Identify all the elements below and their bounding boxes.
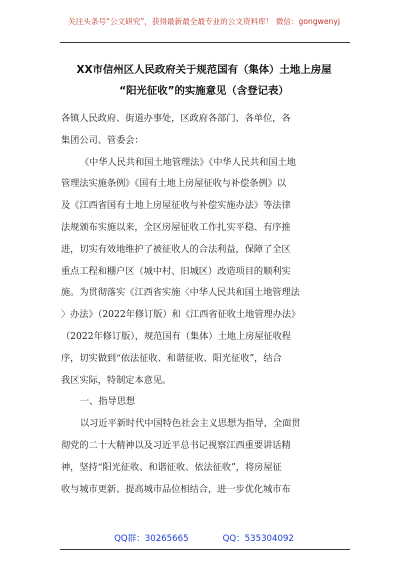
body-line: 法规颁布实施以来，全区房屋征收工作扎实平稳、有序推 xyxy=(61,221,291,233)
body-line: 及《江西省国有土地上房屋征收与补偿实施办法》等法律 xyxy=(61,200,291,212)
body-line: 《中华人民共和国土地管理法》《中华人民共和国土地 xyxy=(80,156,296,168)
body-line: 各镇人民政府、街道办事处，区政府各部门、各单位，各 xyxy=(61,113,291,124)
body-line: 管理法实施条例》《国有土地上房屋征收与补偿条例》以 xyxy=(61,178,287,190)
body-line: 重点工程和棚户区（城中村、旧城区）改造项目的顺利实 xyxy=(61,265,291,277)
footer-divider xyxy=(60,549,350,550)
body-line: 集团公司、管委会： xyxy=(61,134,144,146)
body-line: 〉办法》（2022年修订版）和《江西省征收土地管理办法》 xyxy=(61,309,301,321)
footer-contact xyxy=(0,533,408,545)
body-line: 彻党的二十大精神以及习近平总书记视察江西重要讲话精 xyxy=(61,439,291,451)
header-note: 关注头条号“公文研究”，获得最新最全最专业的公文资料库！ 微信：gongwenyj xyxy=(68,17,340,26)
body-line: （2022年修订版），规范国有（集体）土地上房屋征收程 xyxy=(61,330,292,342)
body-line: 施。为贯彻落实《江西省实施〈中华人民共和国土地管理法 xyxy=(61,287,300,299)
footer-qq: QQ：535304092 xyxy=(222,534,294,544)
header-divider xyxy=(60,42,350,43)
body-line: 神，坚持“阳光征收、和谐征收、依法征收”，将房屋征 xyxy=(61,461,282,473)
body-line: 序，切实做到“依法征收、和谐征收、阳光征收”，结合 xyxy=(61,352,282,364)
footer-qq-group: QQ群：30265665 xyxy=(114,534,189,544)
body-line: 进，切实有效地维护了被征收人的合法利益，保障了全区 xyxy=(61,243,291,255)
body-line: 以习近平新时代中国特色社会主义思想为指导，全面贯 xyxy=(80,418,301,430)
document-body xyxy=(61,108,351,500)
document-title-line-1: XX市信州区人民政府关于规范国有（集体）土地上房屋 xyxy=(76,64,332,76)
body-line: 收与城市更新、提高城市品位相结合，进一步优化城市布 xyxy=(61,483,291,495)
document-title-line-2: “阳光征收”的实施意见（含登记表） xyxy=(119,85,289,97)
section-heading: 一、指导思想 xyxy=(80,396,136,408)
body-line: 我区实际，特制定本意见。 xyxy=(61,374,172,386)
